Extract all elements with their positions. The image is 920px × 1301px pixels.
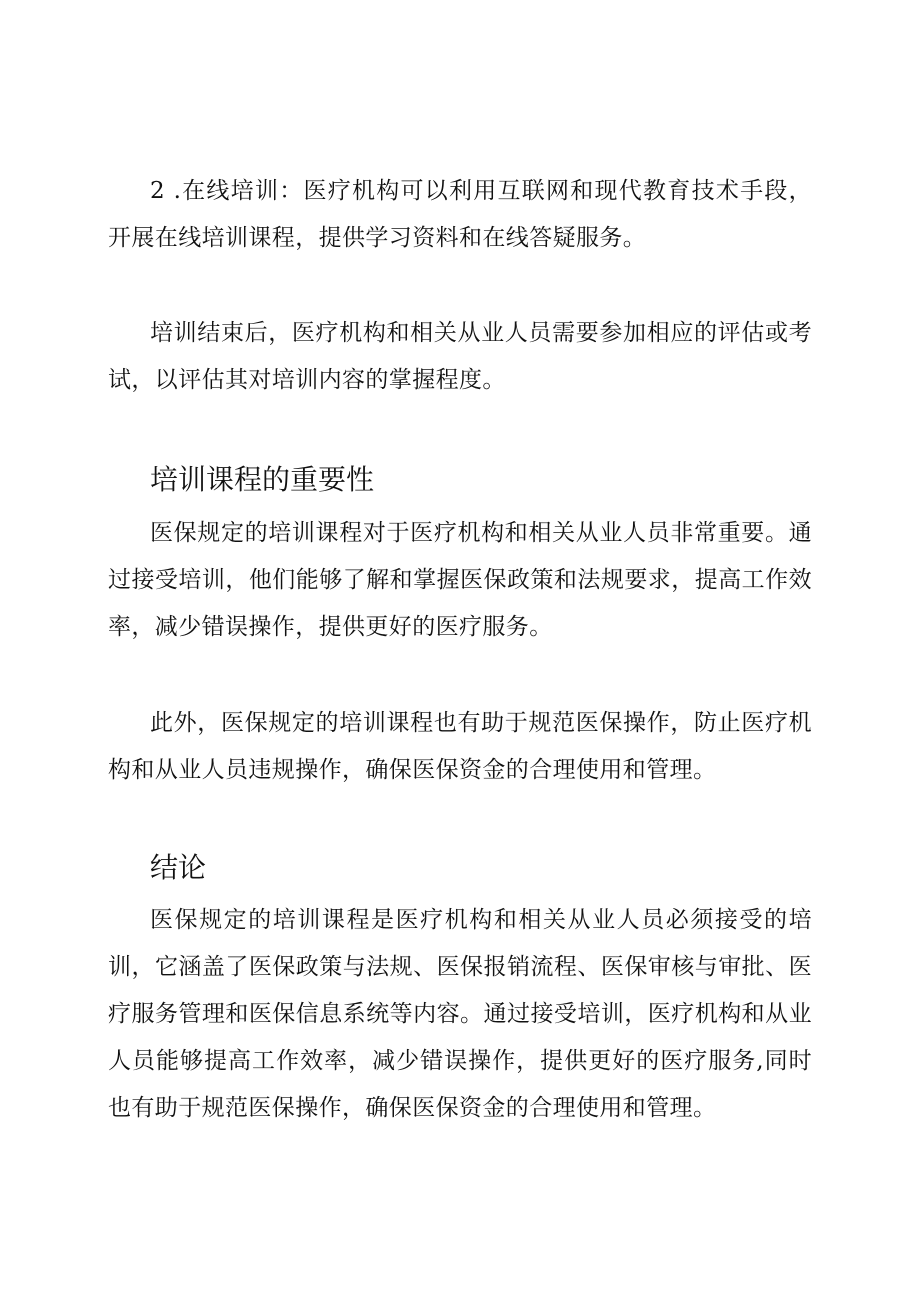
paragraph-assessment: 培训结束后，医疗机构和相关从业人员需要参加相应的评估或考试，以评估其对培训内容的掌握程度。: [108, 320, 812, 393]
paragraph-importance-2: 此外，医保规定的培训课程也有助于规范医保操作，防止医疗机构和从业人员违规操作，确保医保资金的合理使用和管理。: [108, 710, 812, 783]
paragraph-conclusion: 医保规定的培训课程是医疗机构和相关从业人员必须接受的培训，它涵盖了医保政策与法规、医保报销流程、医保审核与审批、医疗服务管理和医保信息系统等内容。通过接受培训，医疗机构和从业人员能够提高工作效率，减少错误操作，提供更好的医疗服务,同时也有助于规范医保操作，确保医保资金的合理使用和管理。: [108, 907, 812, 1121]
paragraph-online-training: 2 .在线培训：医疗机构可以利用互联网和现代教育技术手段，开展在线培训课程，提供学习资料和在线答疑服务。: [108, 178, 812, 251]
heading-importance: 培训课程的重要性: [150, 463, 375, 496]
heading-conclusion: 结论: [150, 851, 207, 884]
paragraph-importance-1: 医保规定的培训课程对于医疗机构和相关从业人员非常重要。通过接受培训，他们能够了解和掌握医保政策和法规要求，提高工作效率，减少错误操作，提供更好的医疗服务。: [108, 520, 812, 640]
